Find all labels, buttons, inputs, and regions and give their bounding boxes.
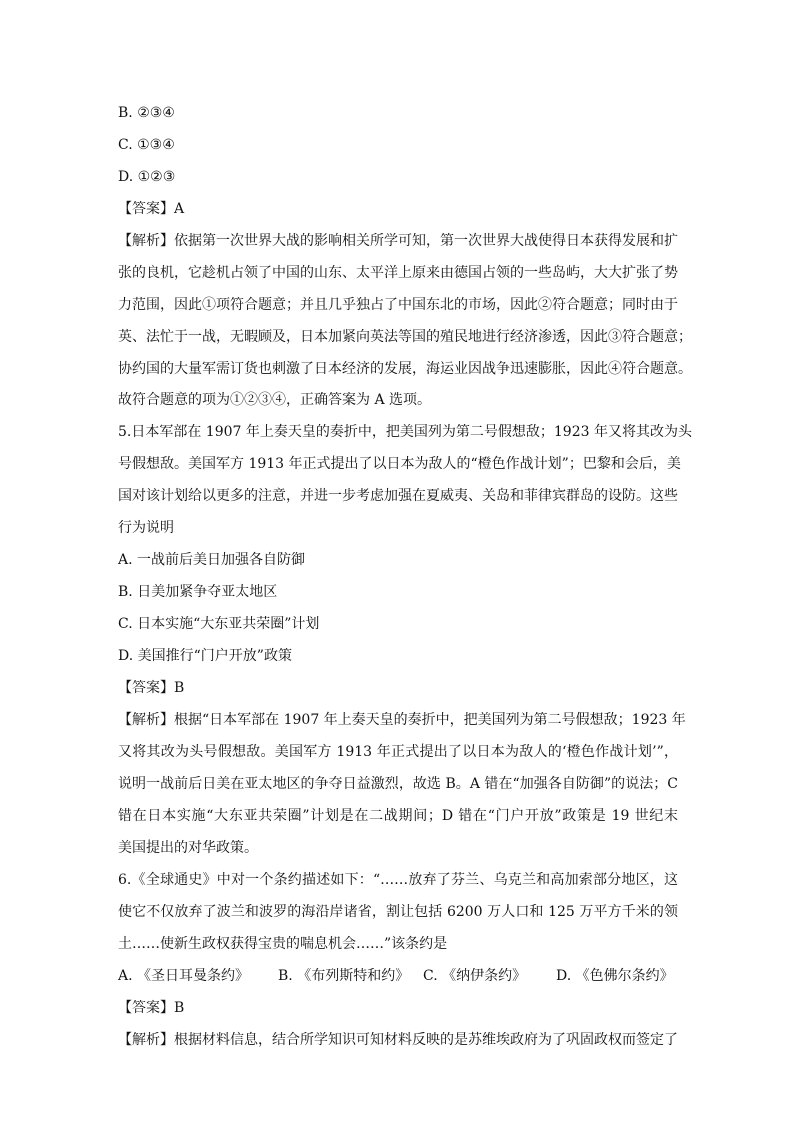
q6-option-a: A. 《圣日耳曼条约》 xyxy=(118,968,250,984)
q4-option-c: C. ①③④ xyxy=(118,137,175,153)
q6-stem-line: 使它不仅放弃了波兰和波罗的海沿岸诸省，割让包括 6200 万人口和 125 万平方千米的领 xyxy=(118,904,678,920)
q6-analysis-line: 【解析】根据材料信息，结合所学知识可知材料反映的是苏维埃政府为了巩固政权而签定了 xyxy=(118,1032,678,1048)
q6-option-c: C. 《纳伊条约》 xyxy=(423,968,527,984)
q5-analysis-line: 美国提出的对华政策。 xyxy=(118,840,258,856)
q5-stem-line: 5.日本军部在 1907 年上奏天皇的奏折中，把美国列为第二号假想敌；1923 年又将其改为头 xyxy=(118,424,692,440)
q4-analysis-line: 故符合题意的项为①②③④，正确答案为 A 选项。 xyxy=(118,392,432,408)
q6-stem-line: 6.《全球通史》中对一个条约描述如下：“……放弃了芬兰、乌克兰和高加索部分地区，这 xyxy=(118,872,678,888)
q4-analysis-line: 英、法忙于一战，无暇顾及，日本加紧向英法等国的殖民地进行经济渗透，因此③符合题意； xyxy=(118,329,692,345)
q4-analysis-line: 力范围，因此①项符合题意；并且几乎独占了中国东北的市场，因此②符合题意；同时由于 xyxy=(118,297,678,313)
q5-option-b: B. 日美加紧争夺亚太地区 xyxy=(118,584,278,600)
q5-option-d: D. 美国推行“门户开放”政策 xyxy=(118,648,292,664)
q5-analysis-line: 说明一战前后日美在亚太地区的争夺日益激烈，故选 B。A 错在“加强各自防御”的说法；C xyxy=(118,776,678,792)
q4-option-b: B. ②③④ xyxy=(118,105,175,121)
q6-answer: 【答案】B xyxy=(118,1000,185,1016)
q4-analysis-line: 【解析】依据第一次世界大战的影响相关所学可知，第一次世界大战使得日本获得发展和扩 xyxy=(118,233,678,249)
q5-stem-line: 行为说明 xyxy=(118,520,174,536)
q4-analysis-line: 协约国的大量军需订货也刺激了日本经济的发展，海运业因战争迅速膨胀，因此④符合题意。 xyxy=(118,361,692,377)
q4-answer: 【答案】A xyxy=(118,201,185,217)
q4-option-d: D. ①②③ xyxy=(118,169,176,185)
q6-stem-line: 土……使新生政权获得宝贵的喘息机会……”该条约是 xyxy=(118,936,448,952)
q4-analysis-line: 张的良机，它趁机占领了中国的山东、太平洋上原来由德国占领的一些岛屿，大大扩张了势 xyxy=(118,265,678,281)
q5-analysis-line: 又将其改为头号假想敌。美国军方 1913 年正式提出了以日本为敌人的‘橙色作战计划’”， xyxy=(118,744,678,760)
q5-analysis-line: 错在日本实施“大东亚共荣圈”计划是在二战期间；D 错在“门户开放”政策是 19 世纪末 xyxy=(118,808,678,824)
q5-analysis-line: 【解析】根据“日本军部在 1907 年上奏天皇的奏折中，把美国列为第二号假想敌；1923 年 xyxy=(118,712,686,728)
q5-option-a: A. 一战前后美日加强各自防御 xyxy=(118,552,306,568)
q5-answer: 【答案】B xyxy=(118,680,185,696)
q6-option-b: B. 《布列斯特和约》 xyxy=(278,968,410,984)
q6-option-d: D. 《色佛尔条约》 xyxy=(556,968,674,984)
q5-stem-line: 号假想敌。美国军方 1913 年正式提出了以日本为敌人的“橙色作战计划”；巴黎和会后，美 xyxy=(118,456,681,472)
q5-stem-line: 国对该计划给以更多的注意，并进一步考虑加强在夏威夷、关岛和菲律宾群岛的设防。这些 xyxy=(118,488,678,504)
q5-option-c: C. 日本实施“大东亚共荣圈”计划 xyxy=(118,616,320,632)
